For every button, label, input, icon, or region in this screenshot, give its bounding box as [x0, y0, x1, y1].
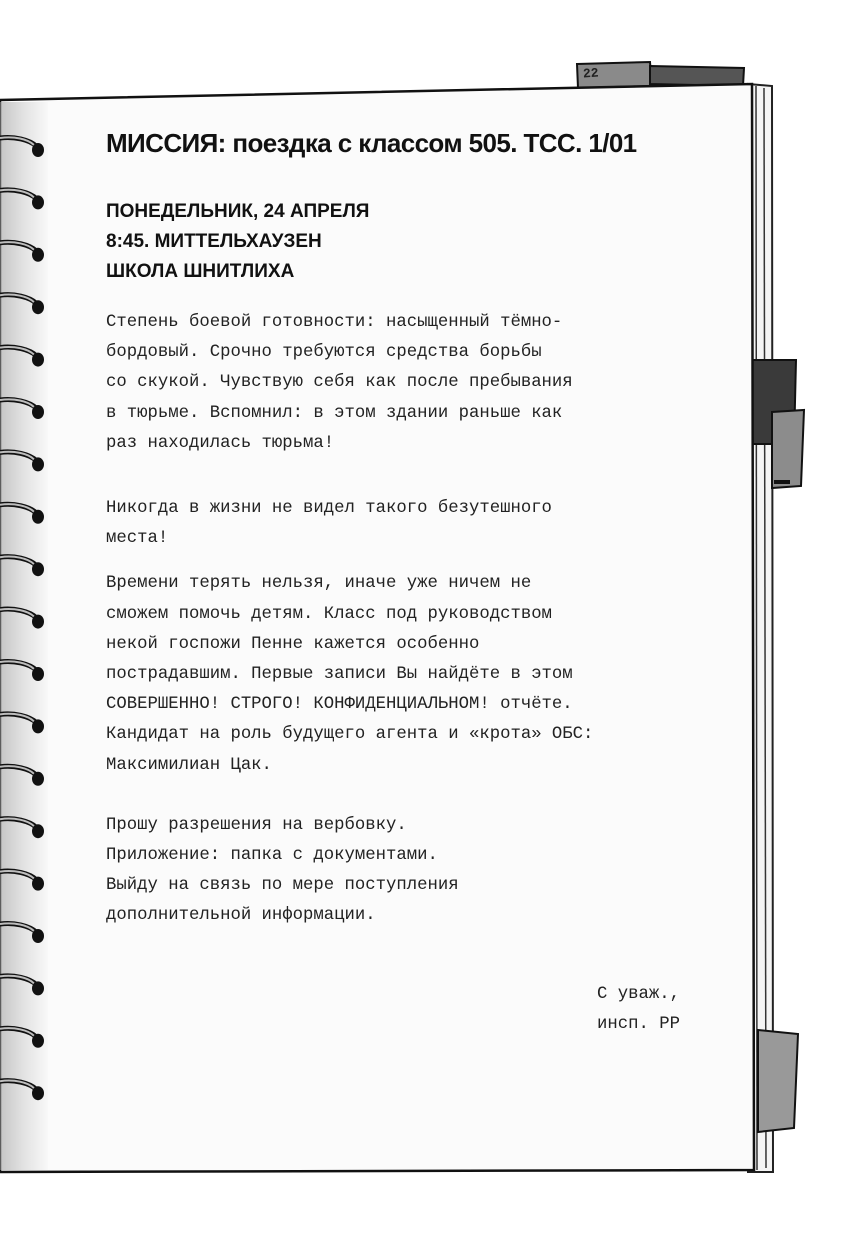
text-line: Выйду на связь по мере поступления: [106, 876, 459, 896]
paragraph-request: [106, 811, 726, 932]
entry-header: [106, 197, 726, 287]
text-line: некой госпожи Пенне кажется особенно: [106, 634, 480, 654]
text-line: Максимилиан Цак.: [106, 755, 272, 775]
text-line: Времени терять нельзя, иначе уже ничем не: [106, 574, 532, 594]
text-line: пострадавшим. Первые записи Вы найдёте в этом: [106, 665, 573, 685]
signature-name: инсп. РР: [597, 1015, 680, 1035]
paragraph-report: [106, 569, 726, 780]
signature-closing: С уваж.,: [597, 985, 680, 1004]
text-line: Кандидат на роль будущего агента и «крота» ОБС:: [106, 725, 594, 745]
side-tab-bottom[interactable]: [758, 1030, 798, 1132]
text-line: раз находилась тюрьма!: [106, 433, 335, 453]
text-line: со скукой. Чувствую себя как после пребывания: [106, 373, 573, 393]
paragraph-readiness: [106, 308, 726, 459]
text-line: в тюрьме. Вспомнил: в этом здании раньше как: [106, 403, 563, 423]
text-line: сможем помочь детям. Класс под руководством: [106, 604, 552, 624]
text-line: Приложение: папка с документами.: [106, 846, 438, 866]
text-line: дополнительной информации.: [106, 906, 376, 926]
text-line: Никогда в жизни не видел такого безутешного: [106, 499, 552, 519]
text-line: Прошу разрешения на вербовку.: [106, 815, 407, 835]
entry-location: ШКОЛА ШНИТЛИХА: [106, 261, 295, 282]
entry-time-place: 8:45. МИТТЕЛЬХАУЗЕН: [106, 231, 322, 252]
text-line: СОВЕРШЕННО! СТРОГО! КОНФИДЕНЦИАЛЬНОМ! отчёте.: [106, 695, 573, 715]
signature: [597, 980, 680, 1040]
text-line: места!: [106, 529, 169, 549]
paragraph-place: [106, 494, 726, 554]
page-content: [106, 128, 726, 932]
text-line: бордовый. Срочно требуются средства борьбы: [106, 343, 542, 363]
entry-date: ПОНЕДЕЛЬНИК, 24 АПРЕЛЯ: [106, 201, 370, 222]
top-tab-label: 22: [582, 65, 600, 82]
page-title: МИССИЯ: поездка с классом 505. ТСС. 1/01: [106, 128, 637, 158]
side-tab-grey[interactable]: [772, 410, 804, 488]
text-line: Степень боевой готовности: насыщенный тёмно-: [106, 313, 563, 332]
